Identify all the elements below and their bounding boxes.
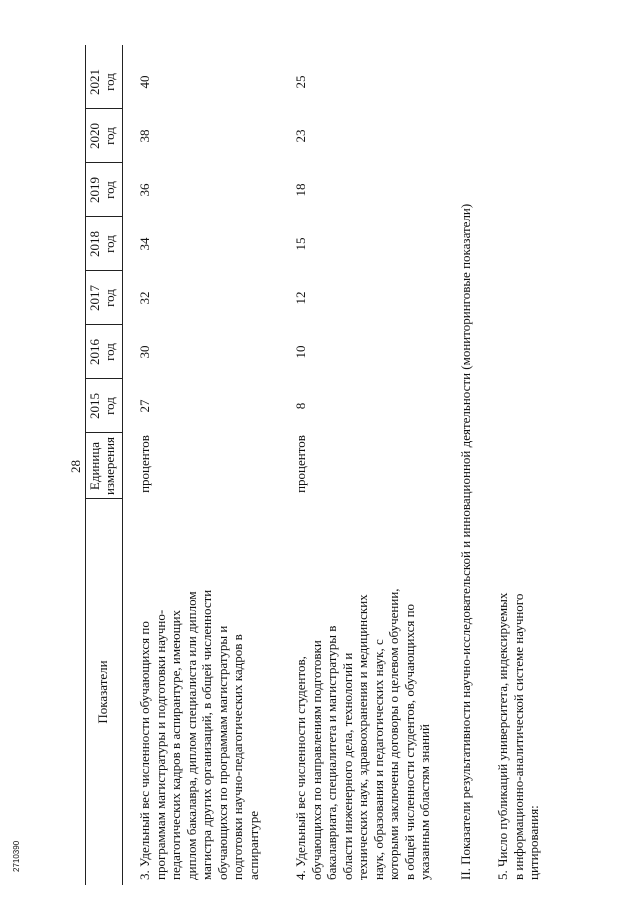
- year-number: 2015: [87, 393, 102, 419]
- row-3-line: подготовки научно-педагогических кадров в: [230, 634, 245, 880]
- row-3-value-2017: 32: [137, 291, 152, 305]
- row-4-line: наук, образования и педагогических наук, с: [370, 639, 386, 880]
- year-word: год: [102, 397, 117, 415]
- header-year-2019: [87, 163, 117, 217]
- row-4-value-2018: 15: [293, 237, 308, 251]
- header-unit-line2: измерения: [102, 436, 117, 496]
- row-4-line: области инженерного дела, технологий и: [339, 652, 355, 880]
- year-number: 2016: [87, 339, 102, 365]
- header-year-2018: [87, 217, 117, 271]
- year-word: год: [102, 289, 117, 307]
- header-year-2021: [87, 55, 117, 109]
- row-4-line: бакалавриата, специалитета и магистратуры в: [324, 625, 339, 880]
- row-3-value-2015: 27: [137, 399, 152, 413]
- row-3-line: педагогических кадров в аспирантуре, имеющих: [168, 609, 183, 880]
- row-3-line: аспирантуре: [245, 811, 261, 880]
- row-4-line: которыми заключены договоры о целевом обучении,: [386, 588, 401, 880]
- header-year-2016: [87, 325, 117, 379]
- row-4-line: обучающихся по направлениям подготовки: [308, 640, 324, 880]
- row-3-unit: процентов: [137, 435, 152, 493]
- row-4-line: технических наук, здравоохранения и медицинских: [355, 594, 370, 880]
- document-code-stamp: 2710390: [12, 840, 21, 872]
- year-number: 2017: [87, 285, 102, 311]
- row-3-line: обучающихся по программам магистратуры и: [214, 625, 230, 880]
- header-year-2020: [87, 109, 117, 163]
- page-number: 28: [68, 460, 83, 473]
- row-4-value-2015: 8: [293, 402, 308, 410]
- table-top-border: [85, 45, 86, 885]
- row-3-value-2019: 36: [137, 183, 152, 197]
- year-word: год: [102, 181, 117, 199]
- year-number: 2018: [87, 231, 102, 257]
- row-4-line: в общей численности студентов, обучающихся по: [401, 603, 417, 880]
- row-5-line: в информационно-аналитической системе научного: [510, 593, 526, 880]
- year-word: год: [102, 127, 117, 145]
- section-heading: II. Показатели результативности научно-исследовательской и инновационной деятельности (мониторинговые показатели): [458, 203, 473, 880]
- row-5-line: 5. Число публикаций университета, индексируемых: [495, 592, 510, 880]
- header-indicators: Показатели: [95, 660, 110, 724]
- header-bottom-border: [122, 45, 123, 885]
- row-3-line: магистра других организаций, в общей численности: [199, 589, 214, 880]
- row-5-line: цитирования:: [526, 805, 541, 880]
- row-3-line: диплом бакалавра, диплом специалиста или диплом: [183, 591, 199, 880]
- row-3-line: 3. Удельный вес численности обучающихся по: [137, 621, 152, 880]
- header-unit: [87, 433, 117, 499]
- row-3-value-2018: 34: [137, 237, 152, 251]
- row-4-unit: процентов: [293, 435, 308, 493]
- row-4-value-2021: 25: [293, 75, 308, 89]
- year-word: год: [102, 235, 117, 253]
- row-4-value-2017: 12: [293, 291, 308, 305]
- year-word: год: [102, 73, 117, 91]
- row-3-value-2021: 40: [137, 75, 152, 89]
- header-unit-line1: Единица: [87, 441, 102, 491]
- row-4-value-2019: 18: [293, 183, 308, 197]
- header-year-2015: [87, 379, 117, 433]
- year-number: 2021: [87, 69, 102, 95]
- row-4-value-2016: 10: [293, 345, 308, 359]
- table-row-4-text: [293, 588, 433, 880]
- row-3-line: программам магистратуры и подготовки научно-: [152, 609, 168, 880]
- row-3-value-2020: 38: [137, 129, 152, 143]
- table-row-5-text: [495, 593, 542, 880]
- row-3-value-2016: 30: [137, 345, 152, 359]
- table-row-3-text: [137, 590, 261, 880]
- year-number: 2020: [87, 123, 102, 149]
- header-year-2017: [87, 271, 117, 325]
- year-word: год: [102, 343, 117, 361]
- year-number: 2019: [87, 177, 102, 203]
- row-4-line: указанным областям знаний: [417, 724, 432, 880]
- row-4-value-2020: 23: [293, 129, 308, 143]
- row-4-line: 4. Удельный вес численности студентов,: [293, 656, 308, 880]
- rotated-page: [65, 15, 605, 885]
